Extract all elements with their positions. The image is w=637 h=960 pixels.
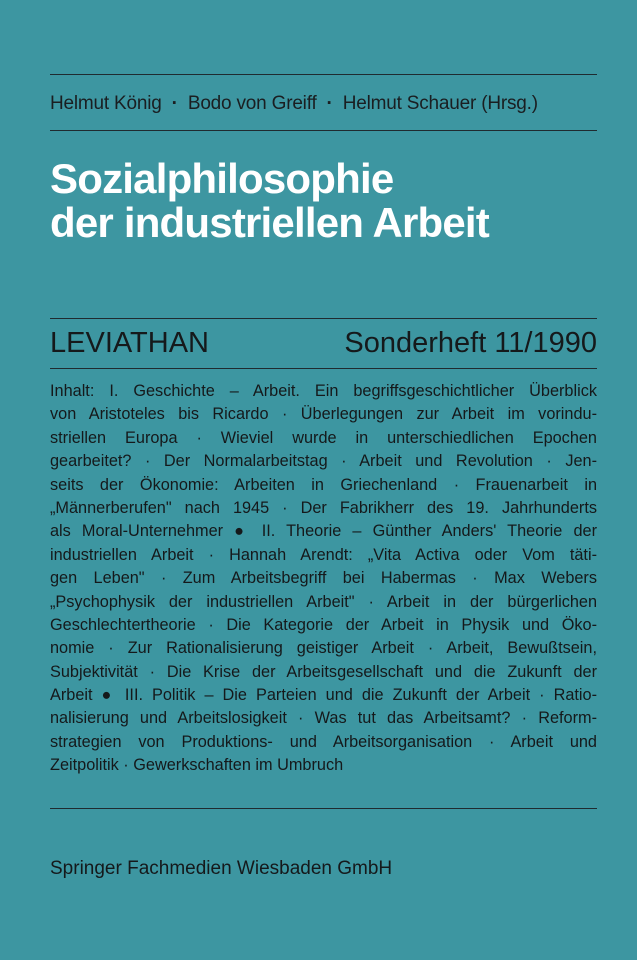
contents-line: „Männerberufen" nach 1945 · Der Fabrikherr des 19. Jahrhunderts (50, 498, 597, 517)
contents-line: Subjektivität · Die Krise der Arbeitsgesellschaft und die Zukunft der (50, 662, 597, 681)
contents-line: nomie · Zur Rationalisierung geistiger Arbeit · Arbeit, Bewußtsein, (50, 639, 597, 658)
contents-line: Arbeit ● III. Politik – Die Parteien und die Zukunft der Arbeit · Ratio- (50, 686, 597, 705)
title-line-1: Sozialphilosophie (50, 155, 394, 202)
series-top-rule (50, 318, 597, 319)
contents-line: seits der Ökonomie: Arbeiten in Griechenland · Frauenarbeit in (50, 475, 597, 494)
contents-line: gen Leben" · Zum Arbeitsbegriff bei Habermas · Max Webers (50, 569, 597, 588)
issue-number: Sonderheft 11/1990 (344, 327, 597, 359)
contents-line: als Moral-Unternehmer ● II. Theorie – Günther Anders' Theorie der (50, 522, 597, 541)
contents-line: Zeitpolitik · Gewerkschaften im Umbruch (50, 756, 344, 775)
contents-line: nalisierung und Arbeitslosigkeit · Was tut das Arbeitsamt? · Reform- (50, 709, 597, 728)
publisher: Springer Fachmedien Wiesbaden GmbH (50, 858, 393, 879)
author-name: Helmut Schauer (Hrsg.) (342, 93, 538, 114)
contents-line: von Aristoteles bis Ricardo · Überlegungen zur Arbeit im vorindu- (50, 405, 597, 424)
contents-line: strategien von Produktions- und Arbeitsorganisation · Arbeit und (50, 732, 597, 751)
contents-line: Geschlechtertheorie · Die Kategorie der Arbeit in Physik und Öko- (50, 615, 597, 634)
contents-line: striellen Europa · Wieviel wurde in unterschiedlichen Epochen (50, 428, 597, 447)
author-name: Bodo von Greiff (187, 93, 317, 114)
table-of-contents (50, 380, 597, 778)
contents-line: gearbeitet? · Der Normalarbeitstag · Arbeit und Revolution · Jen- (50, 452, 597, 471)
contents-line: Inhalt: I. Geschichte – Arbeit. Ein begriffsgeschichtlicher Überblick (50, 382, 597, 400)
author-separator: · (326, 93, 333, 114)
book-title (50, 157, 489, 245)
contents-line: industriellen Arbeit · Hannah Arendt: „Vita Activa oder Vom täti- (50, 545, 597, 564)
authors-line (50, 93, 538, 115)
series-bottom-rule (50, 368, 597, 369)
author-name: Helmut König (50, 93, 162, 114)
top-rule (50, 74, 597, 75)
series-name: LEVIATHAN (50, 327, 210, 359)
title-line-2: der industriellen Arbeit (50, 199, 489, 246)
contents-rule (50, 808, 597, 809)
authors-rule (50, 130, 597, 131)
author-separator: · (171, 93, 178, 114)
contents-line: „Psychophysik der industriellen Arbeit" · Arbeit in der bürgerlichen (50, 592, 597, 611)
